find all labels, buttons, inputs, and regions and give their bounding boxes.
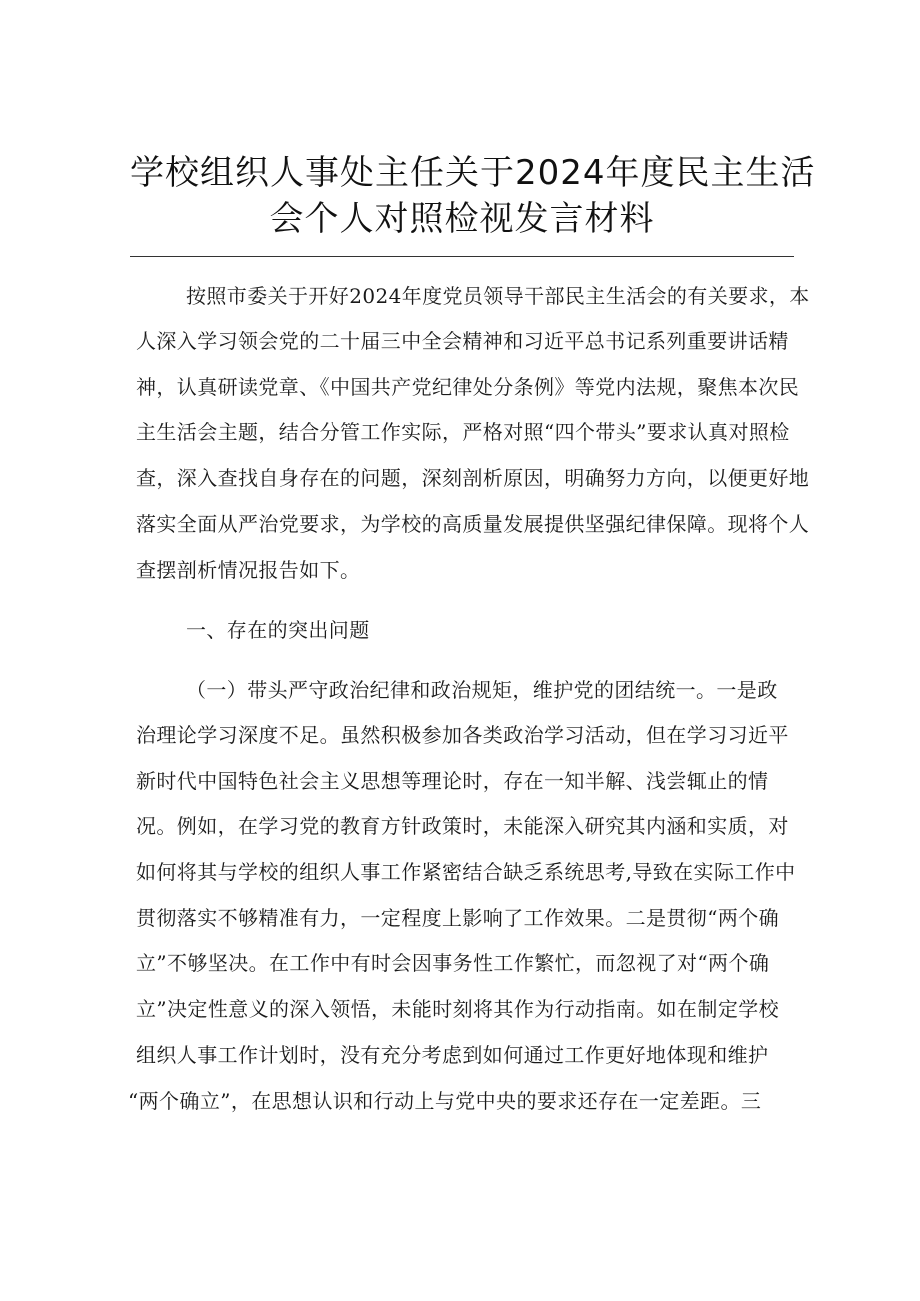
body-line: 新时代中国特色社会主义思想等理论时，存在一知半解、浅尝辄止的情 <box>136 769 769 793</box>
body-line: 贯彻落实不够精准有力，一定程度上影响了工作效果。二是贯彻“两个确 <box>136 906 780 930</box>
intro-line: 查摆剖析情况报告如下。 <box>136 558 361 582</box>
intro-line: 按照市委关于开好2024年度党员领导干部民主生活会的有关要求，本 <box>186 284 810 308</box>
intro-line: 主生活会主题，结合分管工作实际，严格对照“四个带头”要求认真对照检 <box>136 420 790 444</box>
title-line-2: 会个人对照检视发言材料 <box>269 199 655 239</box>
intro-line: 人深入学习领会党的二十届三中全会精神和习近平总书记系列重要讲话精 <box>136 329 789 353</box>
intro-line: 神，认真研读党章、《中国共产党纪律处分条例》等党内法规，聚焦本次民 <box>136 375 800 399</box>
body-line: 况。例如，在学习党的教育方针政策时，未能深入研究其内涵和实质，对 <box>136 814 789 838</box>
section-heading: 一、存在的突出问题 <box>186 618 370 642</box>
body-line: 如何将其与学校的组织人事工作紧密结合缺乏系统思考,导致在实际工作中 <box>136 860 796 884</box>
intro-line: 查，深入查找自身存在的问题，深刻剖析原因，明确努力方向，以便更好地 <box>136 466 810 490</box>
title-underline <box>130 256 794 257</box>
body-line: 组织人事工作计划时，没有充分考虑到如何通过工作更好地体现和维护 <box>136 1043 769 1067</box>
intro-line: 落实全面从严治党要求，为学校的高质量发展提供坚强纪律保障。现将个人 <box>136 512 810 536</box>
document-title <box>130 150 816 242</box>
body-line: 立”不够坚决。在工作中有时会因事务性工作繁忙，而忽视了对“两个确 <box>136 951 770 975</box>
title-line-1: 学校组织人事处主任关于2024年度民主生活 <box>130 153 816 193</box>
body-line: 治理论学习深度不足。虽然积极参加各类政治学习活动，但在学习习近平 <box>136 723 789 747</box>
body-line: “两个确立”，在思想认识和行动上与党中央的要求还存在一定差距。三 <box>128 1089 762 1113</box>
body-line: （一）带头严守政治纪律和政治规矩，维护党的团结统一。一是政 <box>186 678 778 702</box>
body-line: 立”决定性意义的深入领悟，未能时刻将其作为行动指南。如在制定学校 <box>136 997 780 1021</box>
